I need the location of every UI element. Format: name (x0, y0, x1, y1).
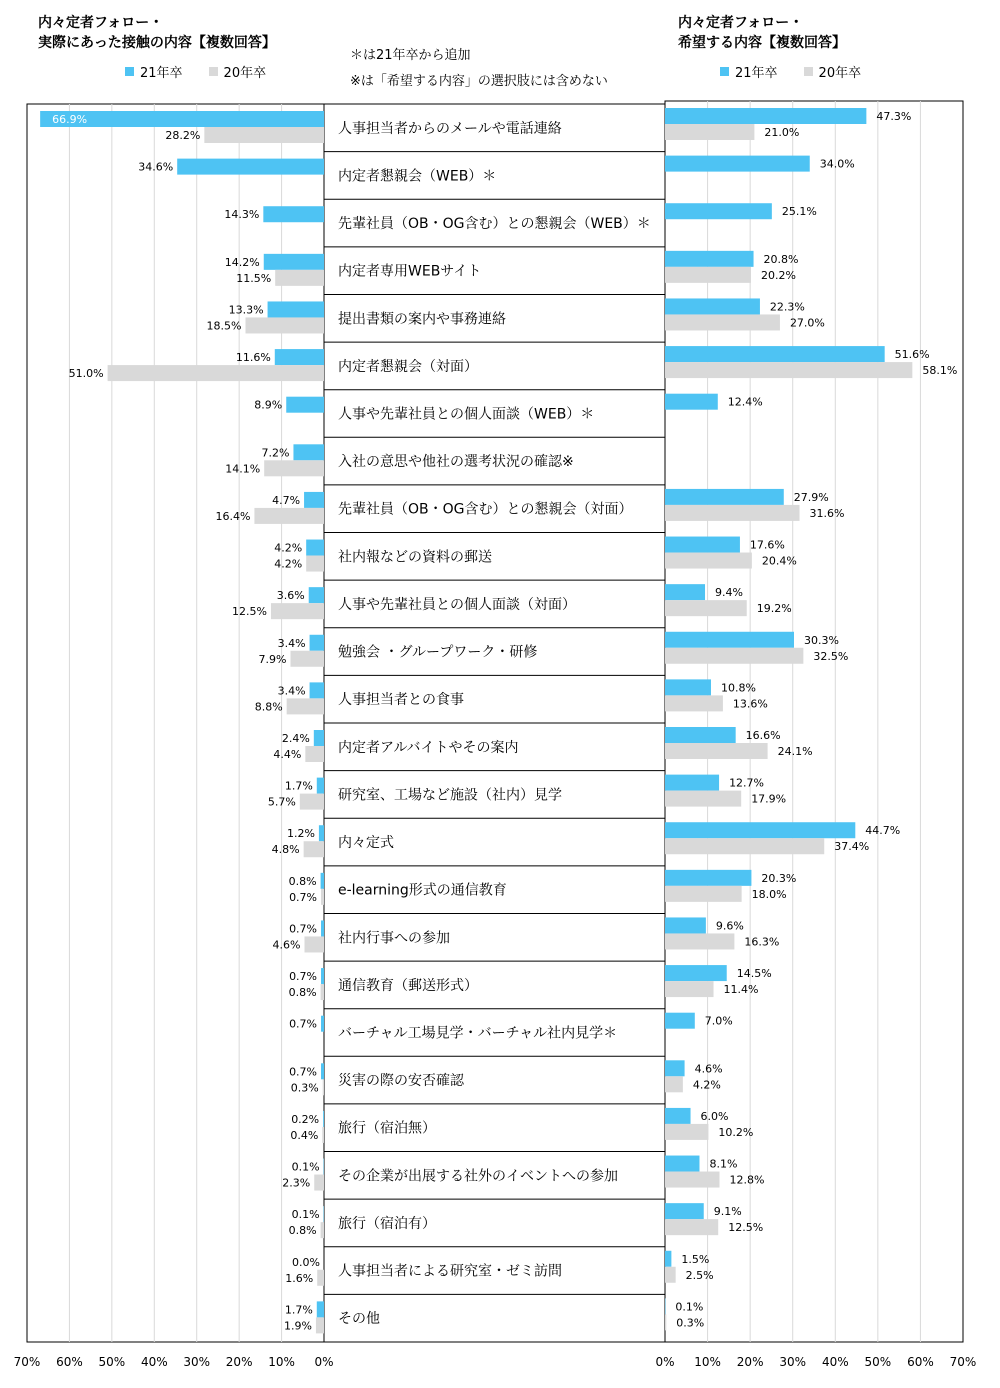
left-bar-21 (323, 1111, 324, 1127)
left-bar-21 (321, 920, 324, 936)
category-label: 内々定式 (338, 835, 394, 852)
left-axis-tick: 20% (225, 1355, 253, 1369)
category-label: バーチャル工場見学・バーチャル社内見学＊ (338, 1025, 618, 1042)
right-label-21: 17.6% (749, 538, 785, 552)
right-bar-21 (665, 1108, 691, 1124)
right-label-20: 20.2% (760, 268, 796, 282)
left-title-line1: 内々定者フォロー・ (38, 15, 164, 31)
left-bar-20 (304, 936, 324, 952)
category-label: 先輩社員（OB・OG含む）との懇親会（対面） (338, 501, 633, 518)
left-bar-21 (314, 730, 324, 746)
left-label-21: 0.2% (291, 1112, 320, 1126)
left-label-20: 12.5% (232, 605, 267, 619)
left-label-20: 4.6% (272, 938, 301, 952)
right-label-20: 20.4% (761, 554, 797, 568)
left-label-20: 0.8% (288, 986, 317, 1000)
left-bar-20 (271, 603, 324, 619)
left-bar-20 (322, 1127, 324, 1143)
left-label-20: 5.7% (267, 795, 296, 809)
right-label-20: 13.6% (732, 697, 768, 711)
right-bar-20 (665, 791, 741, 807)
right-bar-21 (665, 203, 772, 219)
right-bar-20 (665, 838, 824, 854)
right-bar-20 (665, 1124, 708, 1140)
left-label-21: 0.0% (292, 1255, 320, 1269)
left-label-21: 2.4% (281, 732, 310, 745)
right-bar-21 (665, 1251, 671, 1267)
left-label-20: 18.5% (206, 319, 242, 333)
category-label: 内定者専用WEBサイト (338, 263, 482, 280)
right-label-20: 16.3% (744, 935, 780, 949)
left-label-21: 66.9% (52, 113, 88, 126)
left-bar-21 (263, 206, 324, 222)
left-bar-20 (317, 1270, 324, 1286)
category-label: 人事や先輩社員との個人面談（WEB）＊ (338, 406, 595, 423)
category-label: 内定者アルバイトやその案内 (338, 739, 519, 756)
left-bar-21 (319, 825, 324, 841)
right-label-21: 6.0% (700, 1109, 729, 1123)
left-label-20: 51.0% (68, 367, 104, 381)
left-bar-21 (286, 397, 324, 413)
right-bar-21 (665, 822, 855, 838)
right-label-20: 10.2% (718, 1125, 754, 1139)
right-label-21: 9.4% (715, 586, 743, 600)
left-label-21: 3.4% (277, 636, 306, 650)
left-axis-tick: 30% (183, 1355, 211, 1369)
left-bar-21 (177, 159, 324, 175)
right-bar-21 (665, 394, 718, 410)
category-label: 災害の際の安否確認 (338, 1073, 464, 1090)
right-bar-20 (665, 1267, 676, 1283)
right-label-21: 34.0% (819, 157, 855, 171)
left-label-21: 1.7% (284, 779, 313, 793)
right-label-21: 25.1% (781, 205, 817, 219)
left-bar-21 (310, 682, 324, 698)
right-label-20: 2.5% (685, 1268, 714, 1282)
left-label-20: 11.5% (236, 271, 272, 285)
category-label: 社内報などの資料の郵送 (338, 549, 492, 566)
right-bar-20 (665, 124, 754, 140)
legend-label-21: 21年卒 (735, 66, 778, 81)
left-label-21: 7.2% (261, 446, 290, 460)
left-bar-21 (321, 968, 324, 984)
right-bar-20 (665, 314, 780, 330)
legend-label-20: 20年卒 (223, 66, 267, 81)
right-bar-20 (665, 981, 714, 997)
left-bar-21 (306, 540, 324, 556)
left-label-21: 11.6% (235, 351, 271, 365)
left-axis-tick: 70% (13, 1355, 41, 1369)
right-label-20: 31.6% (809, 506, 845, 520)
category-label: 内定者懇親会（対面） (338, 358, 478, 375)
right-label-20: 18.0% (751, 887, 787, 901)
right-axis-tick: 50% (864, 1355, 892, 1369)
legend-label-21: 21年卒 (140, 66, 183, 81)
note-added-items: ＊は21年卒から追加 (350, 48, 471, 63)
left-bar-20 (323, 1079, 324, 1095)
right-bar-21 (665, 1156, 699, 1172)
right-bar-20 (665, 1172, 719, 1188)
right-bar-20 (665, 362, 912, 378)
category-label: 人事担当者からのメールや電話連絡 (338, 120, 562, 137)
left-label-20: 16.4% (215, 509, 251, 523)
left-label-20: 8.8% (254, 700, 283, 714)
right-bar-20 (665, 505, 800, 521)
left-bar-21 (264, 254, 324, 270)
right-label-21: 30.3% (803, 633, 839, 647)
category-label: 人事や先輩社員との個人面談（対面） (338, 596, 576, 613)
left-label-20: 0.3% (290, 1081, 319, 1095)
right-bar-21 (665, 632, 794, 648)
category-label: 勉強会 ・グループワーク・研修 (338, 644, 538, 661)
category-label: e-learning形式の通信教育 (338, 882, 507, 899)
right-bar-21 (665, 1060, 685, 1076)
category-label: 研究室、工場など施設（社内）見学 (338, 787, 562, 804)
right-bar-20 (665, 553, 752, 569)
left-bar-21 (275, 349, 324, 365)
right-label-21: 12.4% (727, 395, 763, 409)
right-label-21: 8.1% (709, 1157, 738, 1171)
right-bar-21 (665, 298, 760, 314)
left-bar-20 (246, 317, 324, 333)
left-label-20: 0.8% (288, 1224, 317, 1238)
right-bar-20 (665, 1076, 683, 1092)
right-axis-tick: 70% (949, 1355, 977, 1369)
right-label-21: 16.6% (745, 729, 781, 742)
right-label-20: 19.2% (756, 602, 792, 616)
category-label: 社内行事への参加 (338, 930, 450, 947)
right-label-21: 20.3% (761, 871, 797, 885)
right-label-21: 9.6% (715, 919, 744, 933)
right-bar-20 (665, 933, 734, 949)
left-bar-21 (309, 587, 324, 603)
left-bar-20 (275, 270, 324, 286)
right-label-21: 4.6% (694, 1062, 723, 1076)
right-axis-tick: 60% (907, 1355, 934, 1369)
right-bar-20 (665, 600, 747, 616)
category-label: 人事担当者との食事 (338, 692, 464, 709)
right-label-21: 12.7% (729, 776, 765, 790)
right-axis-tick: 10% (694, 1355, 721, 1369)
left-label-20: 4.8% (271, 843, 300, 857)
right-bar-21 (665, 346, 885, 362)
left-label-20: 2.3% (282, 1176, 311, 1190)
category-label: 入社の意思や他社の選考状況の確認※ (338, 454, 574, 471)
right-label-21: 7.0% (704, 1014, 733, 1028)
right-bar-20 (665, 743, 768, 759)
category-label: 提出書類の案内や事務連絡 (338, 311, 506, 328)
right-axis-tick: 30% (779, 1355, 807, 1369)
left-bar-21 (317, 778, 324, 794)
left-label-20: 4.4% (273, 748, 302, 761)
right-bar-21 (665, 584, 705, 600)
right-bar-21 (665, 870, 751, 886)
right-bar-21 (665, 251, 754, 267)
right-title-line2: 希望する内容【複数回答】 (678, 35, 846, 51)
left-bar-21 (268, 301, 324, 317)
left-bar-20 (306, 556, 324, 572)
right-label-21: 51.6% (894, 348, 930, 362)
left-axis-tick: 0% (314, 1355, 334, 1369)
left-label-20: 7.9% (258, 652, 287, 666)
right-axis-tick: 0% (655, 1355, 675, 1369)
right-label-21: 10.8% (720, 681, 756, 695)
category-label: 旅行（宿泊有） (338, 1215, 436, 1232)
left-axis-tick: 60% (56, 1355, 83, 1369)
right-bar-21 (665, 489, 784, 505)
right-bar-20 (665, 886, 742, 902)
left-axis-tick: 50% (98, 1355, 126, 1369)
right-label-20: 17.9% (751, 792, 787, 806)
left-bar-21 (321, 1063, 324, 1079)
right-label-20: 32.5% (813, 649, 849, 663)
category-label: その企業が出展する社外のイベントへの参加 (338, 1168, 618, 1185)
note-excluded-items: ※は「希望する内容」の選択肢には含めない (350, 74, 608, 89)
right-label-21: 14.5% (736, 967, 772, 981)
legend-label-20: 20年卒 (818, 66, 862, 81)
left-label-20: 1.6% (285, 1271, 314, 1285)
left-label-21: 13.3% (228, 303, 264, 317)
left-bar-21 (293, 444, 324, 460)
left-bar-21 (304, 492, 324, 508)
right-bar-21 (665, 775, 719, 791)
left-bar-20 (304, 841, 324, 857)
left-label-21: 14.2% (224, 255, 260, 269)
right-label-20: 58.1% (922, 364, 958, 378)
right-bar-20 (665, 695, 723, 711)
left-bar-20 (321, 1222, 324, 1238)
right-label-21: 0.1% (675, 1300, 704, 1314)
right-label-20: 0.3% (676, 1316, 705, 1330)
left-axis-tick: 10% (268, 1355, 295, 1369)
right-label-20: 12.5% (728, 1221, 764, 1235)
right-axis-tick: 40% (821, 1355, 849, 1369)
category-label: 先輩社員（OB・OG含む）との懇親会（WEB）＊ (338, 216, 651, 233)
left-label-21: 14.3% (224, 208, 260, 222)
left-label-21: 3.4% (277, 684, 306, 698)
right-bar-20 (665, 1219, 718, 1235)
right-label-20: 21.0% (764, 126, 800, 139)
left-bar-21 (321, 873, 324, 889)
left-bar-20 (108, 365, 324, 381)
right-bar-21 (665, 156, 810, 172)
left-bar-21 (317, 1301, 324, 1317)
category-label: 通信教育（郵送形式） (338, 977, 478, 994)
left-bar-20 (290, 651, 324, 667)
right-label-20: 24.1% (777, 745, 813, 758)
right-label-20: 11.4% (723, 983, 759, 997)
left-label-21: 4.7% (272, 493, 301, 507)
right-bar-21 (665, 727, 736, 743)
left-bar-20 (264, 460, 324, 476)
left-label-20: 1.9% (283, 1319, 312, 1333)
left-label-21: 8.9% (254, 398, 283, 412)
right-bar-20 (665, 648, 803, 664)
right-label-21: 20.8% (763, 252, 799, 266)
left-bar-20 (300, 794, 324, 810)
category-label: 人事担当者による研究室・ゼミ訪問 (338, 1263, 562, 1280)
left-bar-20 (316, 1317, 324, 1333)
left-bar-20 (321, 889, 324, 905)
left-label-21: 3.6% (276, 589, 305, 603)
left-label-21: 0.7% (289, 1065, 318, 1079)
left-label-20: 0.4% (290, 1128, 319, 1142)
right-bar-21 (665, 1203, 704, 1219)
right-label-20: 27.0% (789, 316, 825, 330)
right-bar-21 (665, 108, 866, 124)
left-axis-tick: 40% (140, 1355, 168, 1369)
right-label-21: 22.3% (769, 300, 805, 314)
left-bar-20 (305, 746, 324, 762)
right-label-20: 4.2% (692, 1078, 721, 1092)
right-label-21: 1.5% (681, 1252, 710, 1266)
category-label: その他 (338, 1311, 380, 1328)
left-label-21: 0.7% (289, 922, 318, 936)
right-label-20: 12.8% (729, 1173, 765, 1187)
right-label-21: 9.1% (713, 1205, 742, 1219)
left-label-21: 0.8% (288, 874, 317, 888)
right-axis-tick: 20% (736, 1355, 764, 1369)
left-label-20: 0.7% (289, 890, 318, 904)
left-label-21: 1.7% (284, 1303, 313, 1317)
right-plot-frame (665, 101, 963, 1342)
left-label-21: 34.6% (138, 160, 174, 174)
left-label-21: 0.1% (291, 1160, 320, 1174)
right-label-21: 47.3% (876, 110, 912, 123)
left-label-21: 0.7% (289, 970, 318, 984)
left-label-21: 4.2% (274, 541, 303, 555)
right-bar-21 (665, 537, 740, 553)
right-bar-20 (665, 1314, 666, 1330)
category-label: 内定者懇親会（WEB）＊ (338, 168, 497, 185)
left-label-20: 14.1% (225, 462, 261, 476)
category-label: 旅行（宿泊無） (338, 1120, 436, 1137)
right-bar-21 (665, 965, 727, 981)
right-bar-21 (665, 679, 711, 695)
left-title-line2: 実際にあった接触の内容【複数回答】 (38, 35, 276, 51)
left-bar-21 (321, 1016, 324, 1032)
left-bar-21 (310, 635, 324, 651)
right-bar-21 (665, 917, 706, 933)
left-bar-20 (204, 127, 324, 143)
right-title-line1: 内々定者フォロー・ (678, 15, 804, 31)
right-bar-21 (665, 1013, 695, 1029)
left-plot-frame (27, 104, 324, 1342)
left-label-21: 1.2% (286, 827, 315, 841)
right-label-20: 37.4% (834, 840, 870, 854)
right-label-21: 27.9% (793, 490, 829, 504)
left-bar-20 (314, 1175, 324, 1191)
left-label-20: 28.2% (165, 129, 201, 142)
left-label-21: 0.1% (291, 1208, 320, 1222)
right-label-21: 44.7% (865, 824, 901, 838)
right-bar-20 (665, 267, 751, 283)
left-label-21: 0.7% (289, 1017, 318, 1031)
left-bar-20 (287, 698, 324, 714)
left-bar-20 (254, 508, 324, 524)
left-bar-20 (321, 984, 324, 1000)
left-label-20: 4.2% (274, 557, 303, 571)
